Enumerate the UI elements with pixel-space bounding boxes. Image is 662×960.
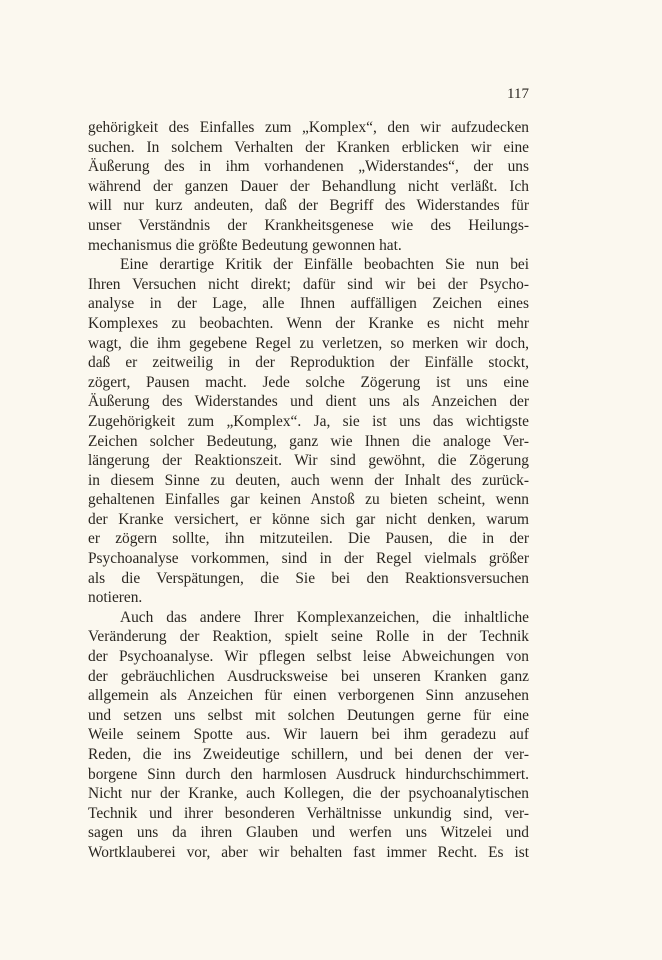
text-line: will nur kurz andeuten, daß der Begriff des Widerstandes für — [88, 197, 529, 215]
text-line: Zugehörigkeit zum „Komplex“. Ja, sie ist uns das wichtigste — [88, 412, 529, 430]
text-line: Psychoanalyse vorkommen, sind in der Regel vielmals größer — [88, 550, 529, 568]
text-line: Äußerung des in ihm vorhandenen „Widerstandes“, der uns — [88, 158, 529, 176]
text-line: Technik und ihrer besonderen Verhältnisse unkundig sind, ver- — [88, 804, 529, 822]
text-line: Zeichen solcher Bedeutung, ganz wie Ihnen die analoge Ver- — [88, 432, 529, 450]
text-line: Auch das andere Ihrer Komplexanzeichen, die inhaltliche — [120, 608, 529, 626]
text-line: als die Verspätungen, die Sie bei den Reaktionsversuchen — [88, 569, 529, 587]
text-line: er zögern sollte, ihn mitzuteilen. Die Pausen, die in der — [88, 530, 529, 548]
text-line: in diesem Sinne zu deuten, auch wenn der Inhalt des zurück- — [88, 471, 529, 489]
paragraph — [88, 608, 529, 863]
paragraph — [88, 255, 529, 608]
text-line: sagen uns da ihren Glauben und werfen uns Witzelei und — [88, 824, 529, 842]
text-line: gehaltenen Einfalles gar keinen Anstoß zu bieten scheint, wenn — [88, 491, 529, 509]
page-number: 117 — [507, 86, 529, 102]
text-line: daß er zeitweilig in der Reproduktion der Einfälle stockt, — [88, 354, 529, 372]
text-line: während der ganzen Dauer der Behandlung nicht verläßt. Ich — [88, 177, 529, 195]
text-line: Nicht nur der Kranke, auch Kollegen, die der psychoanalytischen — [88, 785, 529, 803]
text-line: Eine derartige Kritik der Einfälle beobachten Sie nun bei — [120, 256, 529, 274]
text-line: mechanismus die größte Bedeutung gewonnen hat. — [88, 236, 402, 254]
text-line: der gebräuchlichen Ausdrucksweise bei unseren Kranken ganz — [88, 667, 529, 685]
text-line: Veränderung der Reaktion, spielt seine Rolle in der Technik — [88, 628, 529, 646]
text-line: notieren. — [88, 589, 143, 607]
text-line: Ihren Versuchen nicht direkt; dafür sind wir bei der Psycho- — [88, 275, 529, 293]
paragraph — [88, 118, 529, 255]
text-line: zögert, Pausen macht. Jede solche Zögerung ist uns eine — [88, 373, 529, 391]
text-line: Weile seinem Spotte aus. Wir lauern bei ihm geradezu auf — [88, 726, 529, 744]
text-line: und setzen uns selbst mit solchen Deutungen gerne für eine — [88, 706, 529, 724]
text-line: der Kranke versichert, er könne sich gar nicht denken, warum — [88, 510, 529, 528]
body-text — [88, 118, 529, 863]
text-line: gehörigkeit des Einfalles zum „Komplex“, den wir aufzudecken — [88, 119, 529, 136]
text-line: Wortklauberei vor, aber wir behalten fast immer Recht. Es ist — [88, 843, 529, 861]
text-line: längerung der Reaktionszeit. Wir sind gewöhnt, die Zögerung — [88, 452, 529, 470]
text-line: Reden, die ins Zweideutige schillern, und bei denen der ver- — [88, 746, 529, 763]
text-line: analyse in der Lage, alle Ihnen auffälligen Zeichen eines — [88, 295, 529, 313]
text-line: wagt, die ihm gegebene Regel zu verletzen, so merken wir doch, — [88, 334, 529, 352]
text-line: suchen. In solchem Verhalten der Kranken erblicken wir eine — [88, 138, 529, 156]
text-line: Äußerung des Widerstandes und dient uns als Anzeichen der — [88, 393, 529, 411]
text-line: allgemein als Anzeichen für einen verborgenen Sinn anzusehen — [88, 687, 529, 705]
text-line: borgene Sinn durch den harmlosen Ausdruck hindurchschimmert. — [88, 765, 529, 783]
text-line: Komplexes zu beobachten. Wenn der Kranke es nicht mehr — [88, 314, 529, 332]
text-line: unser Verständnis der Krankheitsgenese wie des Heilungs- — [88, 216, 529, 234]
text-line: der Psychoanalyse. Wir pflegen selbst leise Abweichungen von — [88, 648, 529, 666]
